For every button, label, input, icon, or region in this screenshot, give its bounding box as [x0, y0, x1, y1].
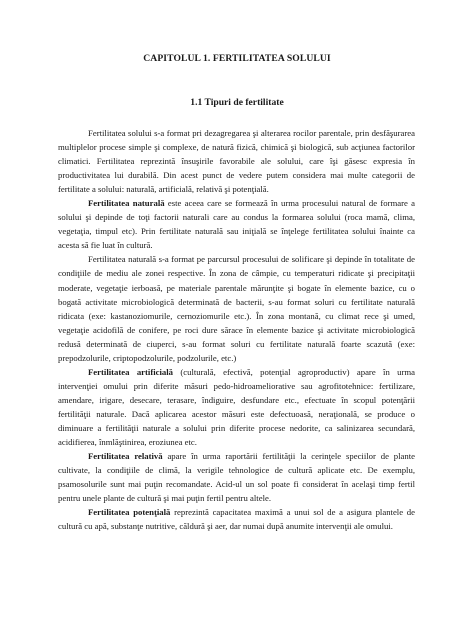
paragraph-natural-fertility: Fertilitatea naturală este aceea care se formează în urma procesului natural de formare a solului şi depinde de toţi factorii naturali care au condus la formarea solului (roca mamă, clima, vegetaţia, timpul etc). Prin fertilitate naturală sau iniţială se înţelege fertilitatea solului înainte ca acesta să fie luat în cultură.: [58, 198, 415, 251]
term-natural-fertility: Fertilitatea naturală: [88, 198, 165, 209]
term-relative-fertility: Fertilitatea relativă: [88, 451, 163, 462]
paragraph-artificial-fertility: Fertilitatea artificială (culturală, efectivă, potenţial agroproductiv) apare în urma intervenţiei omului prin diferite măsuri pedo-hidroameliorative sau agrofitotehnice: fertilizare, amendare, irigare, desecare, terasare, îndiguire, desfundare etc., efectuate în scopul potenţării fertilităţii naturale. Dacă aplicarea acestor măsuri este defectuoasă, neraţională, se produce o diminuare a fertilităţii naturale a solului prin diferite procese nedorite, ca salinizarea secundară, acidifierea, înmlăştinirea, eroziunea etc.: [58, 366, 415, 448]
section-title: 1.1 Tipuri de fertilitate: [190, 97, 284, 108]
document-body: [58, 126, 415, 533]
chapter-title: CAPITOLUL 1. FERTILITATEA SOLULUI: [143, 53, 331, 64]
term-potential-fertility: Fertilitatea potenţială: [88, 507, 171, 518]
paragraph-potential-fertility: Fertilitatea potenţială reprezintă capacitatea maximă a unui sol de a asigura plantele de cultură cu apă, substanţe nutritive, căldură şi aer, dar numai după anumite intervenţii ale omului.: [58, 507, 416, 532]
term-artificial-fertility: Fertilitatea artificială: [88, 366, 174, 377]
paragraph-relative-fertility: Fertilitatea relativă apare în urma raportării fertilităţii la cerinţele speciilor de plante cultivate, la condiţiile de climă, la verigile tehnologice de cultură aplicate etc. De exemplu, psamosolurile sunt mai puţin recomandate. Acid-ul un sol poate fi considerat în acelaşi timp fertil pentru unele plante de cultură şi mai puţin fertil pentru altele.: [58, 451, 415, 504]
paragraph-natural-fertility-detail: Fertilitatea naturală s-a format pe parcursul procesului de solificare şi depinde în totalitate de condiţiile de mediu ale zonei respective. În zona de câmpie, cu temperaturi ridicate şi precipitaţii moderate, vegetaţie ierboasă, pe materiale parentale mărunţite şi bogate în elemente bazice, cu o bogată activitate microbiologică determinată de bacterii, s-au format soluri cu fertilitate naturală ridicata (exe: kastanoziomurile, cernoziomurile etc.). În zona montană, cu climat rece şi umed, vegetaţie acidofilă de conifere, pe roci dure sărace în elemente bazice şi activitate microbiologică redusă determinată de ciuperci, s-au format soluri cu fertilitate naturală foarte scazută (exe: prepodzolurile, criptopodzolurile, podzolurile, etc.): [58, 254, 415, 363]
paragraph-intro: Fertilitatea solului s-a format pri dezagregarea şi alterarea rocilor parentale, prin desfăşurarea multiplelor procese simple şi complexe, de natură fizică, chimică şi biologică, sub acţiunea factorilor climatici. Fertilitatea reprezintă însuşirile favorabile ale solului, care îşi găsesc expresia în productivitatea lui durabilă. Din acest punct de vedere putem considera mai multe categorii de fertilitate a solului: naturală, artificială, relativă şi potenţială.: [58, 128, 415, 195]
